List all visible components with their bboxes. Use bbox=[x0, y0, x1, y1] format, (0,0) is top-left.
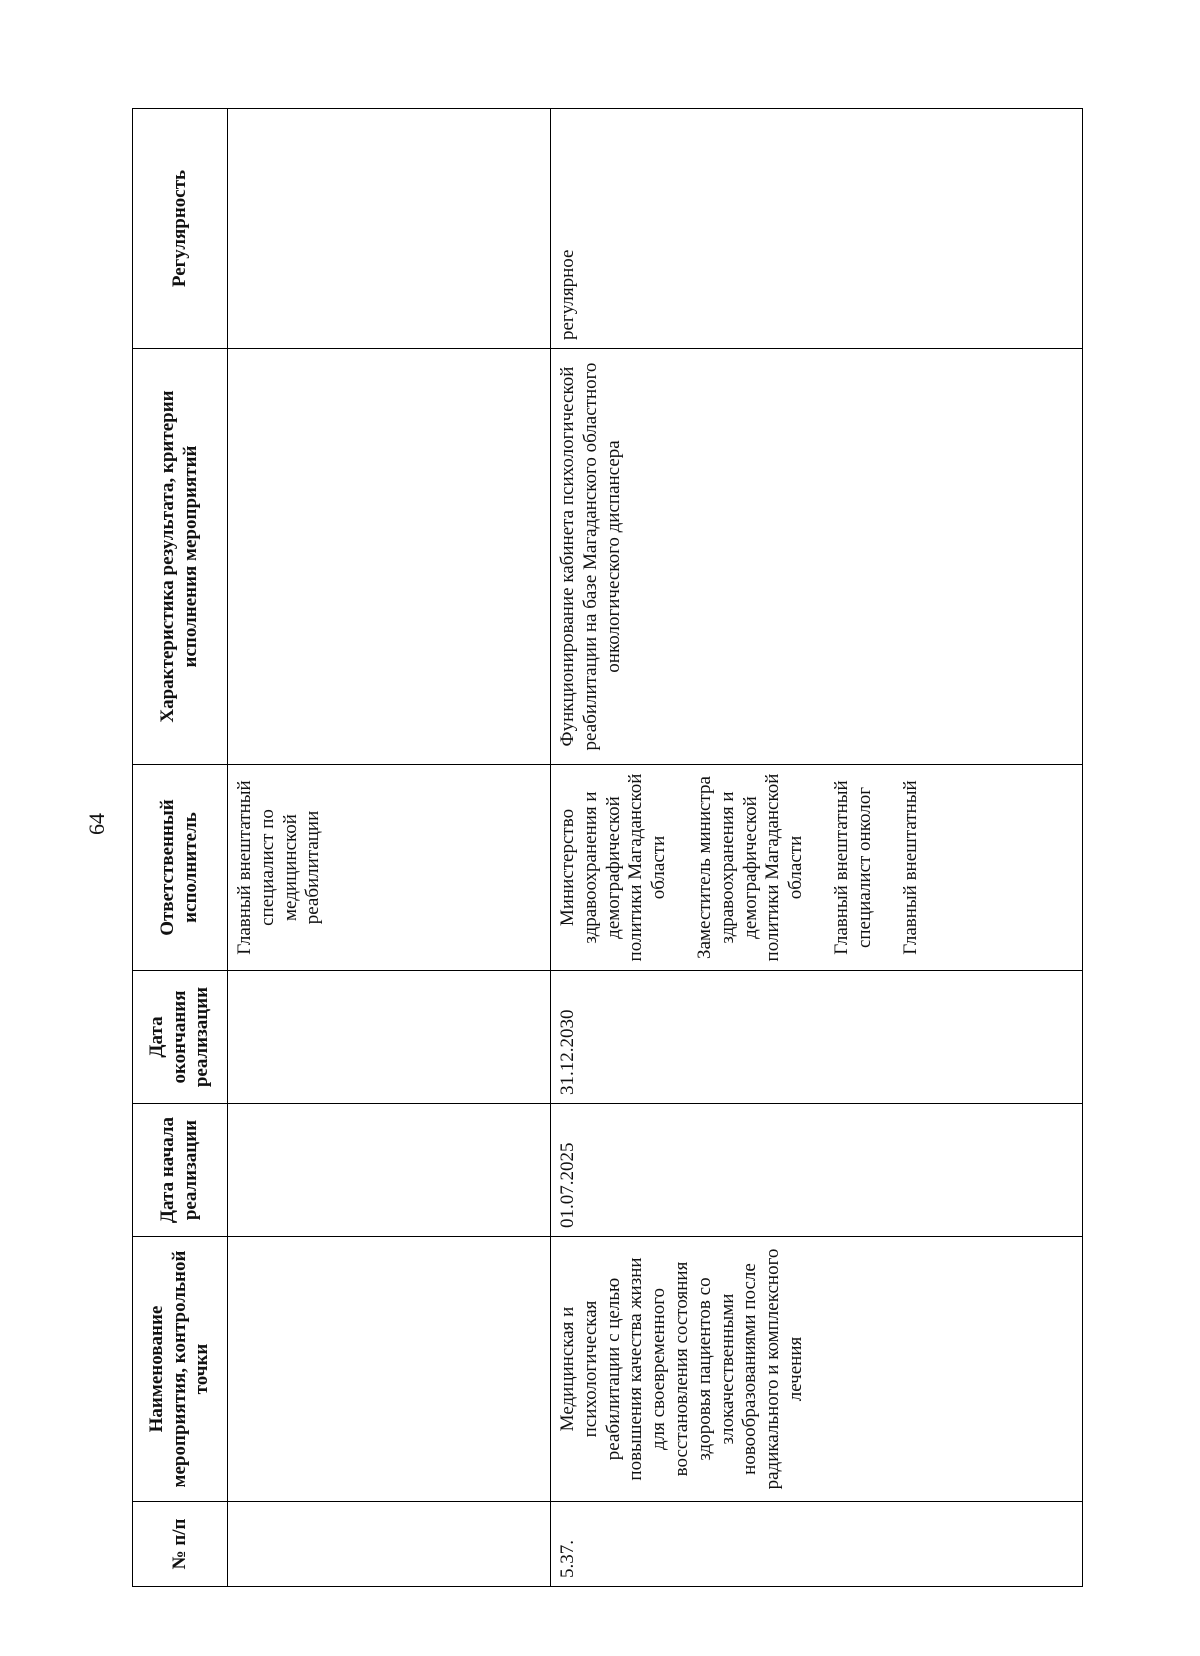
page-number: 64 bbox=[84, 813, 109, 835]
header-num: № п/п bbox=[133, 1502, 228, 1587]
cell-regularity bbox=[228, 109, 551, 349]
cell-responsible bbox=[551, 765, 1083, 971]
header-result: Характеристика результата, критерии исполнения мероприятий bbox=[133, 349, 228, 765]
cell-responsible: Главный внештатный специалист по медицинской реабилитации bbox=[228, 765, 551, 971]
cell-result bbox=[228, 349, 551, 765]
cell-end-date bbox=[228, 971, 551, 1104]
cell-result: Функционирование кабинета психологической реабилитации на базе Магаданского областного онкологического диспансера bbox=[551, 349, 1083, 765]
header-end-date: Дата окончания реализации bbox=[133, 971, 228, 1104]
cell-num: 5.37. bbox=[551, 1502, 1083, 1587]
cell-regularity: регулярное bbox=[551, 109, 1083, 349]
cell-name bbox=[228, 1237, 551, 1502]
header-name: Наименование мероприятия, контрольной точки bbox=[133, 1237, 228, 1502]
header-regularity: Регулярность bbox=[133, 109, 228, 349]
header-responsible: Ответственный исполнитель bbox=[133, 765, 228, 971]
header-start-date: Дата начала реализации bbox=[133, 1104, 228, 1237]
cell-start-date: 01.07.2025 bbox=[551, 1104, 1083, 1237]
responsible-chief-oncologist: Главный внештатный специалист онколог bbox=[830, 780, 875, 955]
responsible-deputy-minister: Заместитель министра здравоохранения и демографической политики Магаданской области bbox=[693, 773, 807, 962]
cell-name: Медицинская и психологическая реабилитации с целью повышения качества жизни для своевременного восстановления состояния здоровья пациентов со злокачественными новообразованиями после радикального и комплексного лечения bbox=[551, 1237, 1083, 1502]
cell-num bbox=[228, 1502, 551, 1587]
cell-end-date: 31.12.2030 bbox=[551, 971, 1083, 1104]
table-row bbox=[228, 109, 551, 1587]
header-row bbox=[133, 109, 228, 1587]
responsible-chief-specialist: Главный внештатный bbox=[899, 780, 921, 955]
responsible-ministry: Министерство здравоохранения и демографической политики Магаданской области bbox=[557, 773, 670, 962]
activities-table bbox=[132, 108, 1083, 1587]
cell-start-date bbox=[228, 1104, 551, 1237]
table-row bbox=[551, 109, 1083, 1587]
rotated-table-container bbox=[132, 109, 1082, 1587]
